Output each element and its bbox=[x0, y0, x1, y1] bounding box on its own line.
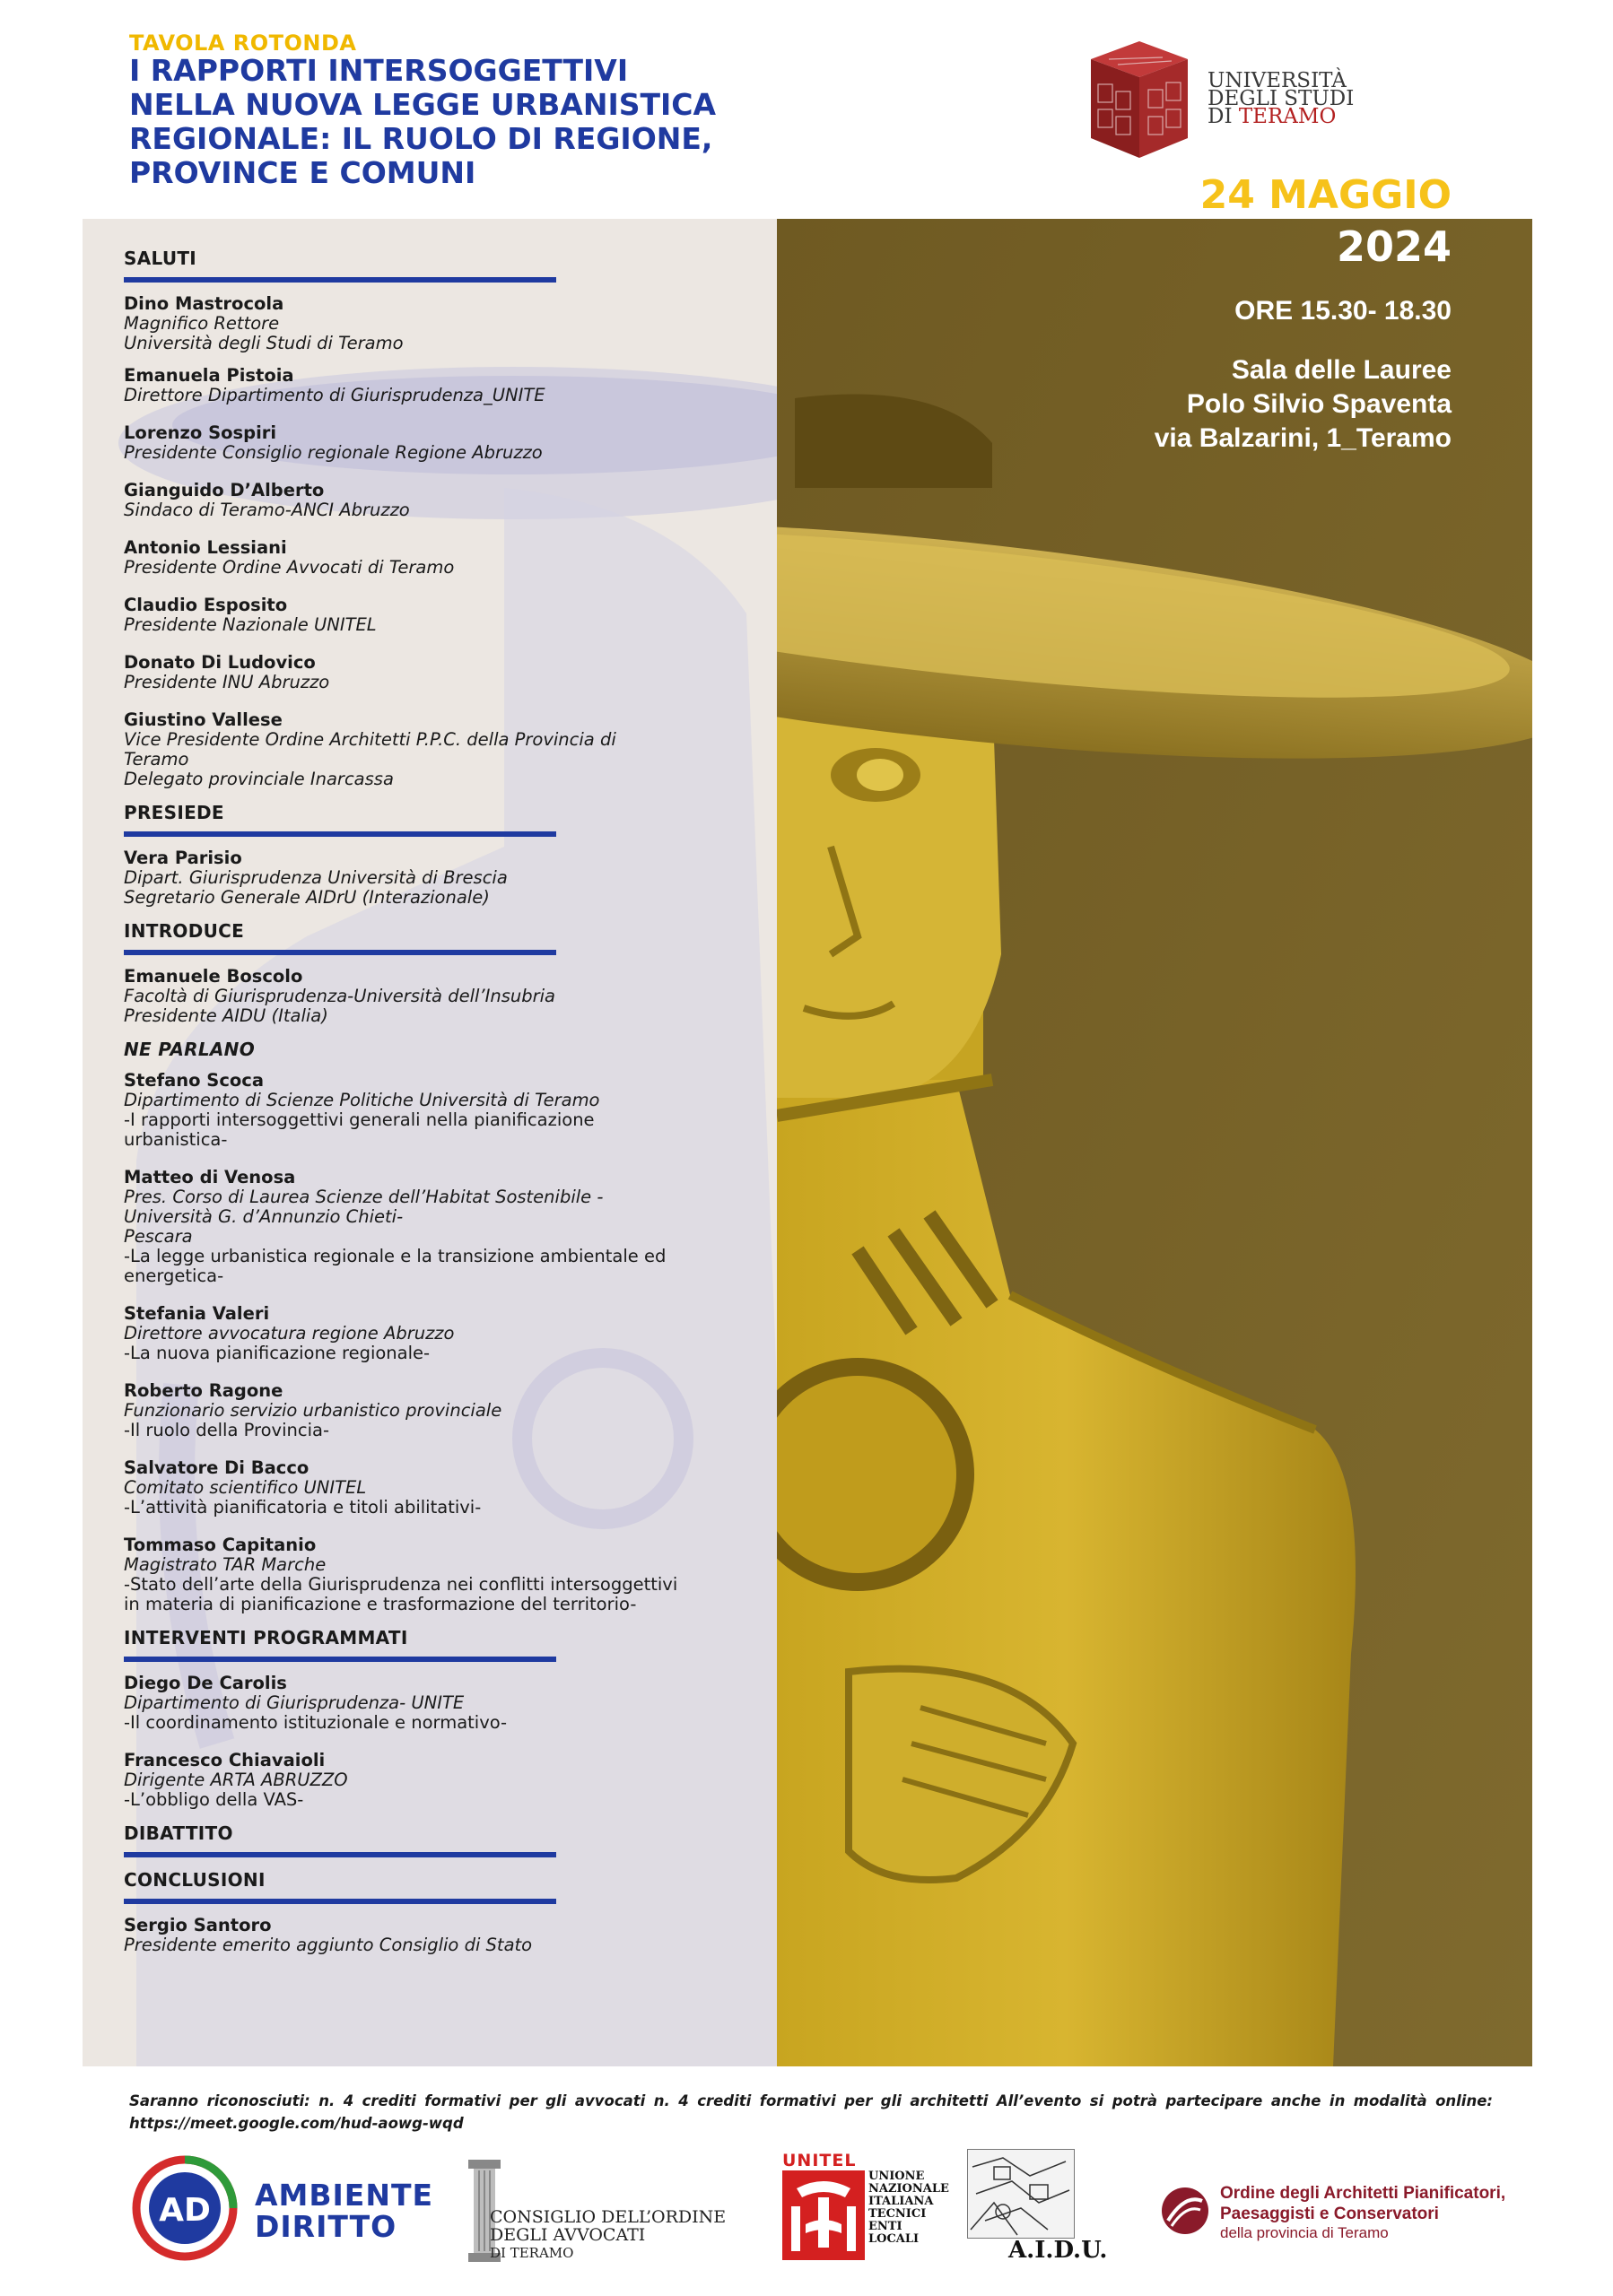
aidu-logo-icon bbox=[967, 2149, 1075, 2239]
speaker: Lorenzo Sospiri Presidente Consiglio regionale Regione Abruzzo bbox=[124, 422, 543, 463]
speaker: Roberto Ragone Funzionario servizio urbanistico provinciale -Il ruolo della Provincia- bbox=[124, 1380, 502, 1440]
sponsor-logos bbox=[0, 2144, 1613, 2296]
svg-text:AD: AD bbox=[159, 2192, 211, 2229]
section-ne-parlano bbox=[124, 1039, 770, 1614]
section-divider bbox=[124, 1852, 556, 1857]
speaker: Emanuele Boscolo Facoltà di Giurisprudenza-Università dell’Insubria Presidente AIDU (Italia) bbox=[124, 966, 555, 1026]
section-divider bbox=[124, 950, 556, 955]
section-dibattito bbox=[124, 1822, 770, 1857]
consiglio-avvocati-name: CONSIGLIO DELL’ORDINE DEGLI AVVOCATI DI TERAMO bbox=[490, 2207, 727, 2261]
speaker: Dino Mastrocola Magnifico Rettore Università degli Studi di Teramo bbox=[124, 293, 404, 353]
title-line: NELLA NUOVA LEGGE URBANISTICA bbox=[129, 87, 717, 122]
university-name: UNIVERSITÀ DEGLI STUDI DI TERAMO bbox=[1208, 69, 1355, 128]
statue-photo bbox=[777, 219, 1532, 2066]
speaker: Tommaso Capitanio Magistrato TAR Marche -Stato dell’arte della Giurisprudenza nei conflitti intersoggettivi in materia di pianificazione e trasformazione del territorio- bbox=[124, 1535, 678, 1614]
section-conclusioni bbox=[124, 1869, 770, 1955]
credits-note: Saranno riconosciuti: n. 4 crediti formativi per gli avvocati n. 4 crediti formativi per gli architetti All’evento si potrà partecipare anche in modalità online: https://meet.google.com/hud-aowg-wqd bbox=[129, 2092, 1493, 2132]
event-title bbox=[129, 54, 865, 190]
event-day: 24 MAGGIO bbox=[1199, 172, 1452, 218]
university-cube-logo bbox=[1082, 32, 1197, 165]
speaker: Giustino Vallese Vice Presidente Ordine Architetti P.P.C. della Provincia di Teramo Delegato provinciale Inarcassa bbox=[124, 709, 616, 789]
event-year: 2024 bbox=[1336, 222, 1452, 271]
aidu-label: A.I.D.U. bbox=[1008, 2237, 1108, 2264]
title-line: REGIONALE: IL RUOLO DI REGIONE, bbox=[129, 121, 713, 156]
section-title: DIBATTITO bbox=[124, 1822, 233, 1844]
speaker: Salvatore Di Bacco Comitato scientifico UNITEL -L’attività pianificatoria e titoli abilitativi- bbox=[124, 1457, 482, 1518]
section-divider bbox=[124, 277, 556, 283]
section-title: CONCLUSIONI bbox=[124, 1869, 266, 1891]
speaker: Emanuela Pistoia Direttore Dipartimento di Giurisprudenza_UNITE bbox=[124, 365, 545, 405]
speaker: Claudio Esposito Presidente Nazionale UNITEL bbox=[124, 595, 377, 635]
speaker: Stefania Valeri Direttore avvocatura regione Abruzzo -La nuova pianificazione regionale- bbox=[124, 1303, 455, 1363]
section-title: INTRODUCE bbox=[124, 920, 245, 942]
section-interventi bbox=[124, 1627, 770, 1810]
statue-illustration bbox=[777, 219, 1532, 2066]
section-presiede bbox=[124, 802, 770, 908]
architetti-logo-icon bbox=[1159, 2185, 1211, 2237]
title-line: PROVINCE E COMUNI bbox=[129, 155, 476, 190]
section-title: NE PARLANO bbox=[124, 1039, 256, 1060]
speaker: Stefano Scoca Dipartimento di Scienze Politiche Università di Teramo -I rapporti intersoggettivi generali nella pianificazione urbanistica- bbox=[124, 1070, 600, 1150]
unitel-logo: UNITEL bbox=[782, 2151, 857, 2170]
architetti-name: Ordine degli Architetti Pianificatori, Paesaggisti e Conservatori della provincia di Teramo bbox=[1220, 2184, 1506, 2241]
program bbox=[124, 248, 770, 1973]
ambiente-diritto-logo-icon bbox=[131, 2154, 239, 2262]
speaker: Diego De Carolis Dipartimento di Giurisprudenza- UNITE -Il coordinamento istituzionale e normativo- bbox=[124, 1673, 508, 1733]
section-divider bbox=[124, 1899, 556, 1904]
speaker: Sergio Santoro Presidente emerito aggiunto Consiglio di Stato bbox=[124, 1915, 533, 1955]
event-time: ORE 15.30- 18.30 bbox=[1234, 296, 1452, 326]
section-saluti bbox=[124, 248, 770, 789]
section-title: PRESIEDE bbox=[124, 802, 224, 823]
speaker: Matteo di Venosa Pres. Corso di Laurea Scienze dell’Habitat Sostenibile - Università G. d’Annunzio Chieti- Pescara -La legge urbanistica regionale e la transizione ambientale ed energetica- bbox=[124, 1167, 667, 1286]
unitel-name: UNIONE NAZIONALE ITALIANA TECNICI ENTI LOCALI bbox=[868, 2170, 949, 2246]
section-introduce bbox=[124, 920, 770, 1026]
speaker: Vera Parisio Dipart. Giurisprudenza Università di Brescia Segretario Generale AIDrU (Interazionale) bbox=[124, 848, 508, 908]
section-divider bbox=[124, 1657, 556, 1662]
speaker: Francesco Chiavaioli Dirigente ARTA ABRUZZO -L’obbligo della VAS- bbox=[124, 1750, 348, 1810]
ambiente-diritto-name: AMBIENTE DIRITTO bbox=[255, 2178, 434, 2244]
section-divider bbox=[124, 831, 556, 837]
section-title: INTERVENTI PROGRAMMATI bbox=[124, 1627, 408, 1648]
speaker: Gianguido D’Alberto Sindaco di Teramo-ANCI Abruzzo bbox=[124, 480, 410, 520]
speaker: Antonio Lessiani Presidente Ordine Avvocati di Teramo bbox=[124, 537, 455, 578]
header-kicker: TAVOLA ROTONDA bbox=[129, 30, 357, 56]
event-venue: Sala delle Lauree Polo Silvio Spaventa via Balzarini, 1_Teramo bbox=[1154, 355, 1452, 453]
title-line: I RAPPORTI INTERSOGGETTIVI bbox=[129, 53, 629, 88]
speaker: Donato Di Ludovico Presidente INU Abruzzo bbox=[124, 652, 330, 692]
unitel-mark-icon bbox=[782, 2170, 865, 2260]
section-title: SALUTI bbox=[124, 248, 197, 269]
